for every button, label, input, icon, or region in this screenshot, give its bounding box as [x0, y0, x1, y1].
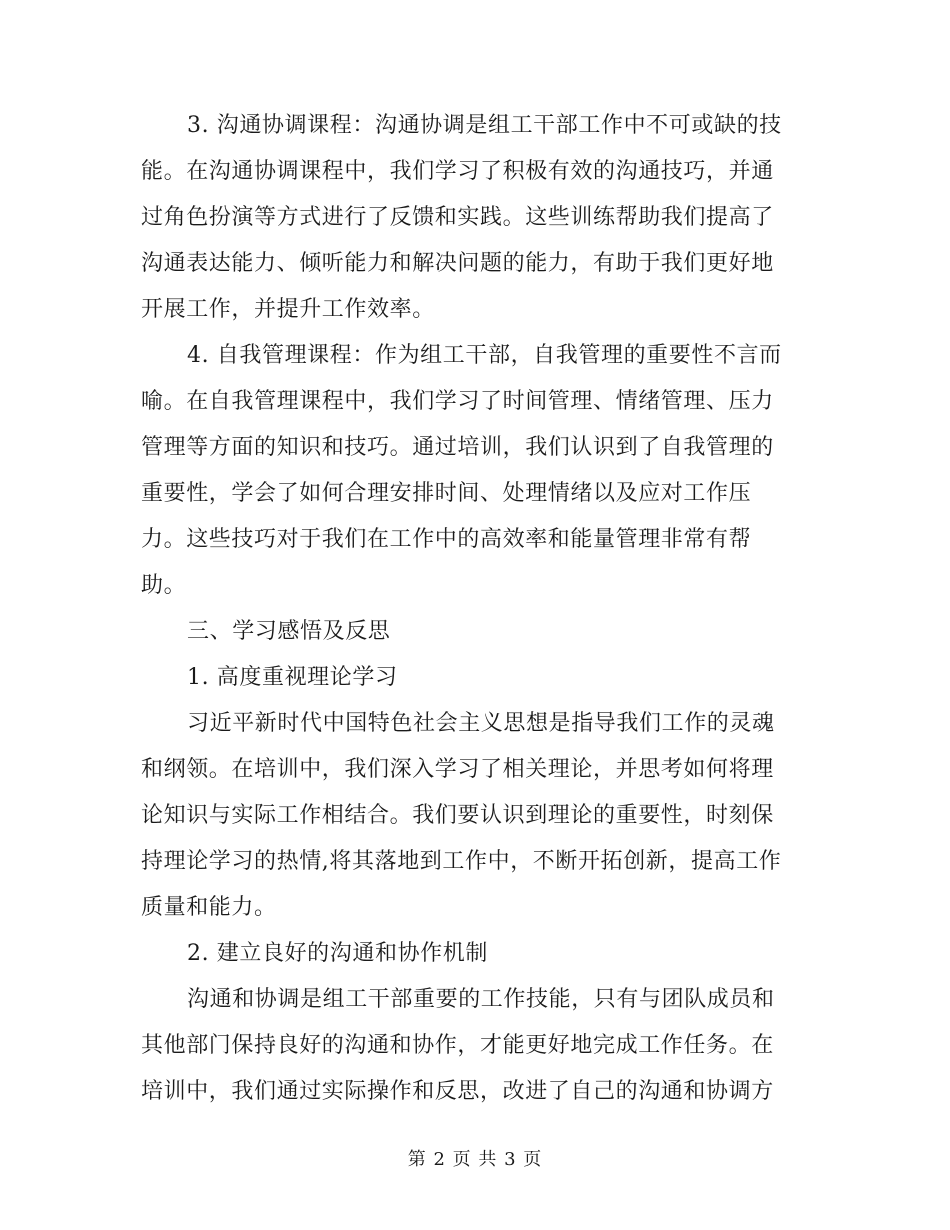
paragraph-line: 沟通表达能力、倾听能力和解决问题的能力，有助于我们更好地 [141, 251, 774, 276]
paragraph-line: 其他部门保持良好的沟通和协作，才能更好地完成工作任务。在 [141, 1033, 774, 1058]
subsection-heading: 1. 高度重视理论学习 [187, 665, 398, 690]
paragraph-line: 4. 自我管理课程：作为组工干部，自我管理的重要性不言而 [187, 343, 782, 368]
paragraph-line: 论知识与实际工作相结合。我们要认识到理论的重要性，时刻保 [141, 803, 774, 828]
paragraph-line: 培训中，我们通过实际操作和反思，改进了自己的沟通和协调方 [141, 1079, 774, 1104]
paragraph-line: 助。 [141, 573, 187, 598]
paragraph-line: 3. 沟通协调课程：沟通协调是组工干部工作中不可或缺的技 [187, 113, 782, 138]
paragraph-line: 管理等方面的知识和技巧。通过培训，我们认识到了自我管理的 [141, 435, 774, 460]
paragraph-line: 喻。在自我管理课程中，我们学习了时间管理、情绪管理、压力 [141, 389, 774, 414]
paragraph-line: 能。在沟通协调课程中，我们学习了积极有效的沟通技巧，并通 [141, 159, 774, 184]
paragraph-line: 和纲领。在培训中，我们深入学习了相关理论，并思考如何将理 [141, 757, 774, 782]
page-number-footer: 第 2 页 共 3 页 [407, 1149, 543, 1170]
paragraph-line: 习近平新时代中国特色社会主义思想是指导我们工作的灵魂 [187, 711, 775, 736]
paragraph-line: 重要性，学会了如何合理安排时间、处理情绪以及应对工作压 [141, 481, 752, 506]
subsection-heading: 2. 建立良好的沟通和协作机制 [187, 941, 488, 966]
paragraph-line: 沟通和协调是组工干部重要的工作技能，只有与团队成员和 [187, 987, 775, 1012]
paragraph-line: 过角色扮演等方式进行了反馈和实践。这些训练帮助我们提高了 [141, 205, 774, 230]
section-heading: 三、学习感悟及反思 [187, 619, 391, 644]
paragraph-line: 力。这些技巧对于我们在工作中的高效率和能量管理非常有帮 [141, 527, 752, 552]
paragraph-line: 质量和能力。 [141, 895, 277, 920]
document-body [141, 103, 809, 1115]
paragraph-line: 持理论学习的热情,将其落地到工作中，不断开拓创新，提高工作 [141, 849, 782, 874]
paragraph-line: 开展工作，并提升工作效率。 [141, 297, 435, 322]
